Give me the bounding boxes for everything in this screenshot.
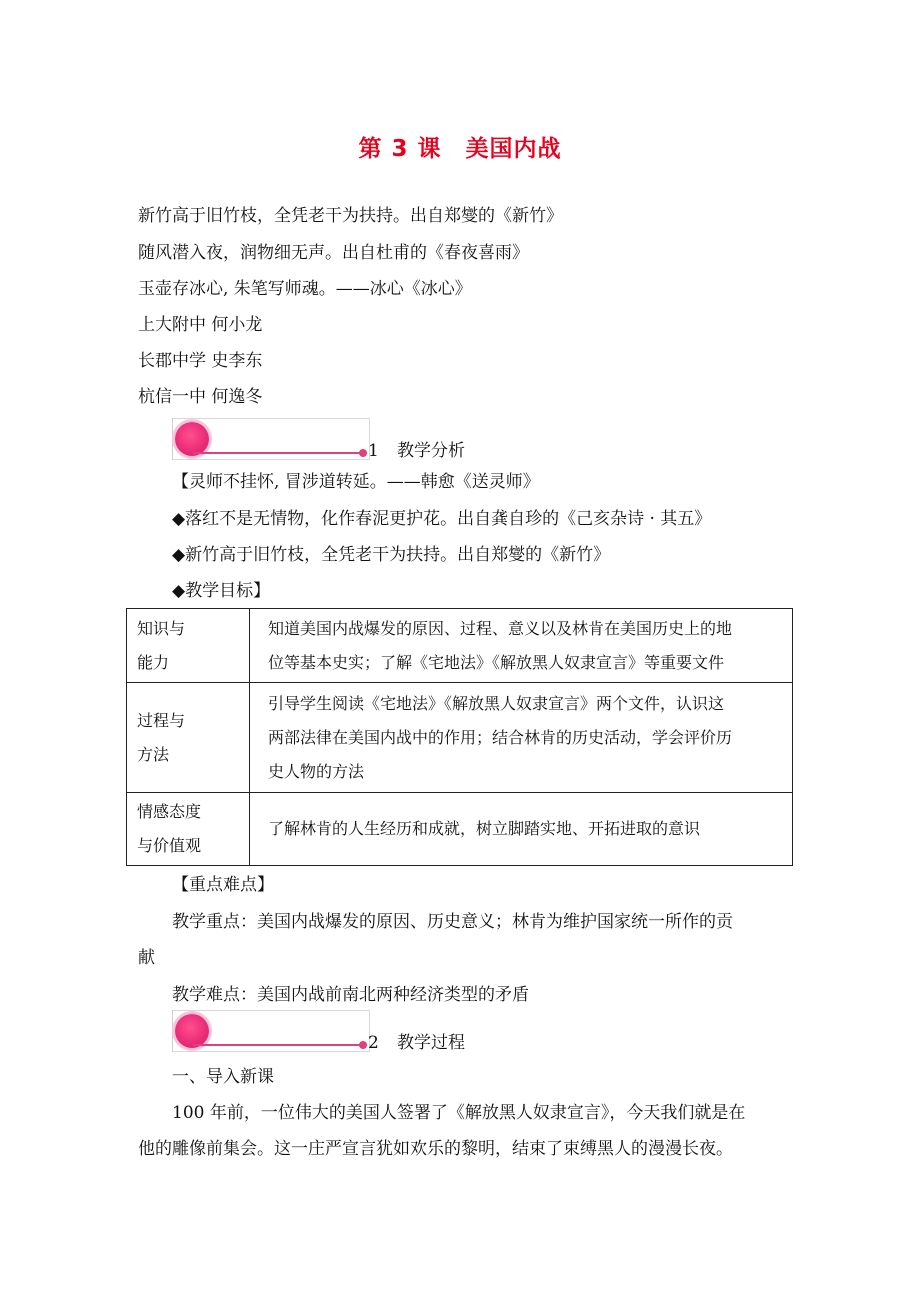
section-1-badge <box>172 418 370 460</box>
goal-label-cell <box>127 609 250 683</box>
goal-value-line: 了解林肯的人生经历和成就，树立脚踏实地、开拓进取的意识 <box>268 819 701 838</box>
goal-value-cell <box>250 609 793 683</box>
process-paragraph-line: 他的雕像前集会。这一庄严宣言犹如欢乐的黎明，结束了束缚黑人的漫漫长夜。 <box>138 1139 733 1159</box>
dot-icon <box>359 1041 367 1049</box>
section-1-label: 教学分析 <box>397 441 465 461</box>
goal-label-cell <box>127 683 250 793</box>
intro-line: 随风潜入夜，润物细无声。出自杜甫的《春夜喜雨》 <box>138 243 529 263</box>
quote-line: ◆教学目标】 <box>172 581 271 601</box>
goal-value-line: 史人物的方法 <box>268 761 365 781</box>
goal-label-line: 方法 <box>137 744 170 764</box>
table-row <box>127 683 793 793</box>
section-underline <box>193 452 363 454</box>
circle-icon <box>175 1014 209 1048</box>
process-paragraph-line: 100 年前，一位伟大的美国人签署了《解放黑人奴隶宣言》，今天我们就是在 <box>172 1103 746 1123</box>
page-title: 第 3 课 美国内战 <box>358 136 562 162</box>
section-underline <box>193 1044 363 1046</box>
intro-line: 上大附中 何小龙 <box>138 315 263 335</box>
goal-label-line: 情感态度 <box>137 802 202 821</box>
goal-label-line: 能力 <box>137 652 170 672</box>
section-2-badge <box>172 1010 370 1052</box>
key-difficulty-line: 教学难点：美国内战前南北两种经济类型的矛盾 <box>172 985 529 1005</box>
quote-line: ◆新竹高于旧竹枝，全凭老干为扶持。出自郑燮的《新竹》 <box>172 545 611 565</box>
goal-value-line: 引导学生阅读《宅地法》《解放黑人奴隶宣言》两个文件，认识这 <box>268 693 725 713</box>
table-row <box>127 609 793 683</box>
circle-icon <box>175 422 209 456</box>
key-focus-line: 献 <box>138 948 155 968</box>
section-2-number: 2 <box>368 1033 379 1053</box>
section-1-number: 1 <box>368 441 379 461</box>
intro-line: 玉壶存冰心, 朱笔写师魂。——冰心《冰心》 <box>138 279 472 299</box>
quote-line: ◆落红不是无情物，化作春泥更护花。出自龚自珍的《己亥杂诗 · 其五》 <box>172 509 712 529</box>
intro-line: 长郡中学 史李东 <box>138 351 263 371</box>
process-subheading: 一、导入新课 <box>172 1067 274 1087</box>
section-2-label: 教学过程 <box>397 1033 465 1053</box>
key-focus-line: 教学重点：美国内战爆发的原因、历史意义；林肯为维护国家统一所作的贡 <box>172 912 733 932</box>
intro-line: 杭信一中 何逸冬 <box>138 387 263 407</box>
key-points-heading: 【重点难点】 <box>172 875 274 895</box>
goal-value-cell <box>250 683 793 793</box>
goal-value-line: 知道美国内战爆发的原因、过程、意义以及林肯在美国历史上的地 <box>268 618 733 638</box>
goal-value-line: 位等基本史实；了解《宅地法》《解放黑人奴隶宣言》等重要文件 <box>268 652 725 672</box>
quote-line: 【灵师不挂怀, 冒涉道转延。——韩愈《送灵师》 <box>172 472 540 492</box>
dot-icon <box>359 449 367 457</box>
goal-label-line: 知识与 <box>137 618 186 638</box>
goal-label-line: 与价值观 <box>137 836 202 855</box>
table-row <box>127 793 793 866</box>
goal-value-cell <box>250 793 793 866</box>
goal-value-line: 两部法律在美国内战中的作用；结合林肯的历史活动，学会评价历 <box>268 727 733 747</box>
intro-line: 新竹高于旧竹枝，全凭老干为扶持。出自郑燮的《新竹》 <box>138 206 563 226</box>
goal-label-cell <box>127 793 250 866</box>
teaching-goals-table <box>126 608 793 866</box>
goal-label-line: 过程与 <box>137 710 186 730</box>
